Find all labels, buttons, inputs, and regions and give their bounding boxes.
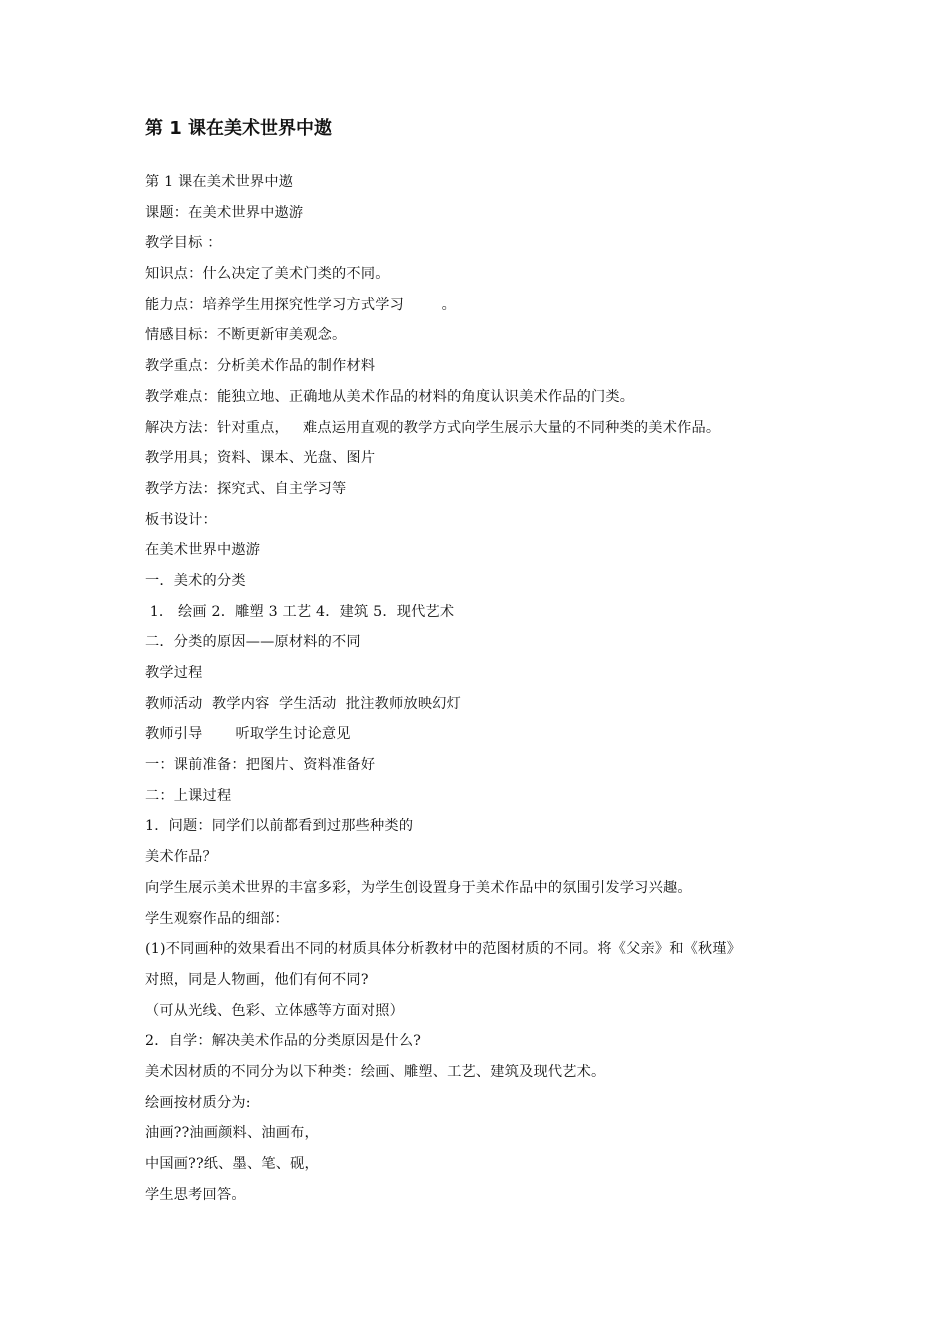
text-line: 在美术世界中遨游	[145, 542, 261, 559]
text-line: 对照，同是人物画，他们有何不同?	[145, 971, 369, 988]
text-line: 1．问题：同学们以前都看到过那些种类的	[145, 818, 414, 835]
text-line: 油画??油画颜料、油画布，	[145, 1125, 319, 1142]
text-line: 情感目标：不断更新审美观念。	[145, 327, 347, 344]
text-line: 二．分类的原因——原材料的不同	[145, 634, 361, 651]
text-line: 教学方法：探究式、自主学习等	[145, 480, 347, 497]
text-line: 教师活动 教学内容 学生活动 批注教师放映幻灯	[145, 695, 462, 712]
text-line: 中国画??纸、墨、笔、砚，	[145, 1156, 319, 1172]
text-line: 解决方法：针对重点， 难点运用直观的教学方式向学生展示大量的不同种类的美术作品。	[145, 419, 721, 436]
text-line: 教学过程	[145, 665, 203, 681]
text-line: 二：上课过程	[145, 787, 232, 804]
text-line: 一．美术的分类	[145, 572, 246, 589]
text-line: 学生观察作品的细部：	[145, 910, 289, 927]
text-line: 2．自学：解决美术作品的分类原因是什么?	[145, 1033, 422, 1050]
text-line: 课题：在美术世界中遨游	[145, 204, 304, 221]
text-line: 能力点：培养学生用探究性学习方式学习 。	[145, 296, 457, 313]
text-line: 美术作品？	[145, 849, 217, 866]
text-line: （可从光线、色彩、立体感等方面对照）	[145, 1002, 404, 1019]
text-line: 教学重点：分析美术作品的制作材料	[145, 358, 376, 375]
text-line: 教学难点：能独立地、正确地从美术作品的材料的角度认识美术作品的门类。	[145, 388, 635, 405]
text-line: 美术因材质的不同分为以下种类：绘画、雕塑、工艺、建筑及现代艺术。	[145, 1063, 606, 1080]
document-body	[145, 171, 825, 1214]
text-line: 教学用具；资料、课本、光盘、图片	[145, 450, 376, 467]
text-line: 向学生展示美术世界的丰富多彩，为学生创设置身于美术作品中的氛围引发学习兴趣。	[145, 879, 692, 896]
text-line: 板书设计：	[145, 511, 217, 528]
text-line: 知识点：什么决定了美术门类的不同。	[145, 266, 390, 283]
text-line: 1． 绘画 2．雕塑 3 工艺 4．建筑 5．现代艺术	[145, 603, 455, 620]
text-line: 绘画按材质分为:	[145, 1094, 251, 1111]
text-line: 教师引导 听取学生讨论意见	[145, 726, 351, 743]
text-line: 一：课前准备：把图片、资料准备好	[145, 757, 376, 774]
text-line: (1)不同画种的效果看出不同的材质具体分析教材中的范图材质的不同。将《父亲》和《秋瑾》	[145, 941, 742, 958]
text-line: 教学目标 ：	[145, 235, 222, 252]
text-line: 学生思考回答。	[145, 1186, 246, 1203]
text-line: 第 1 课在美术世界中遨	[145, 174, 294, 190]
document-title: 第 1 课在美术世界中遨	[145, 118, 333, 139]
